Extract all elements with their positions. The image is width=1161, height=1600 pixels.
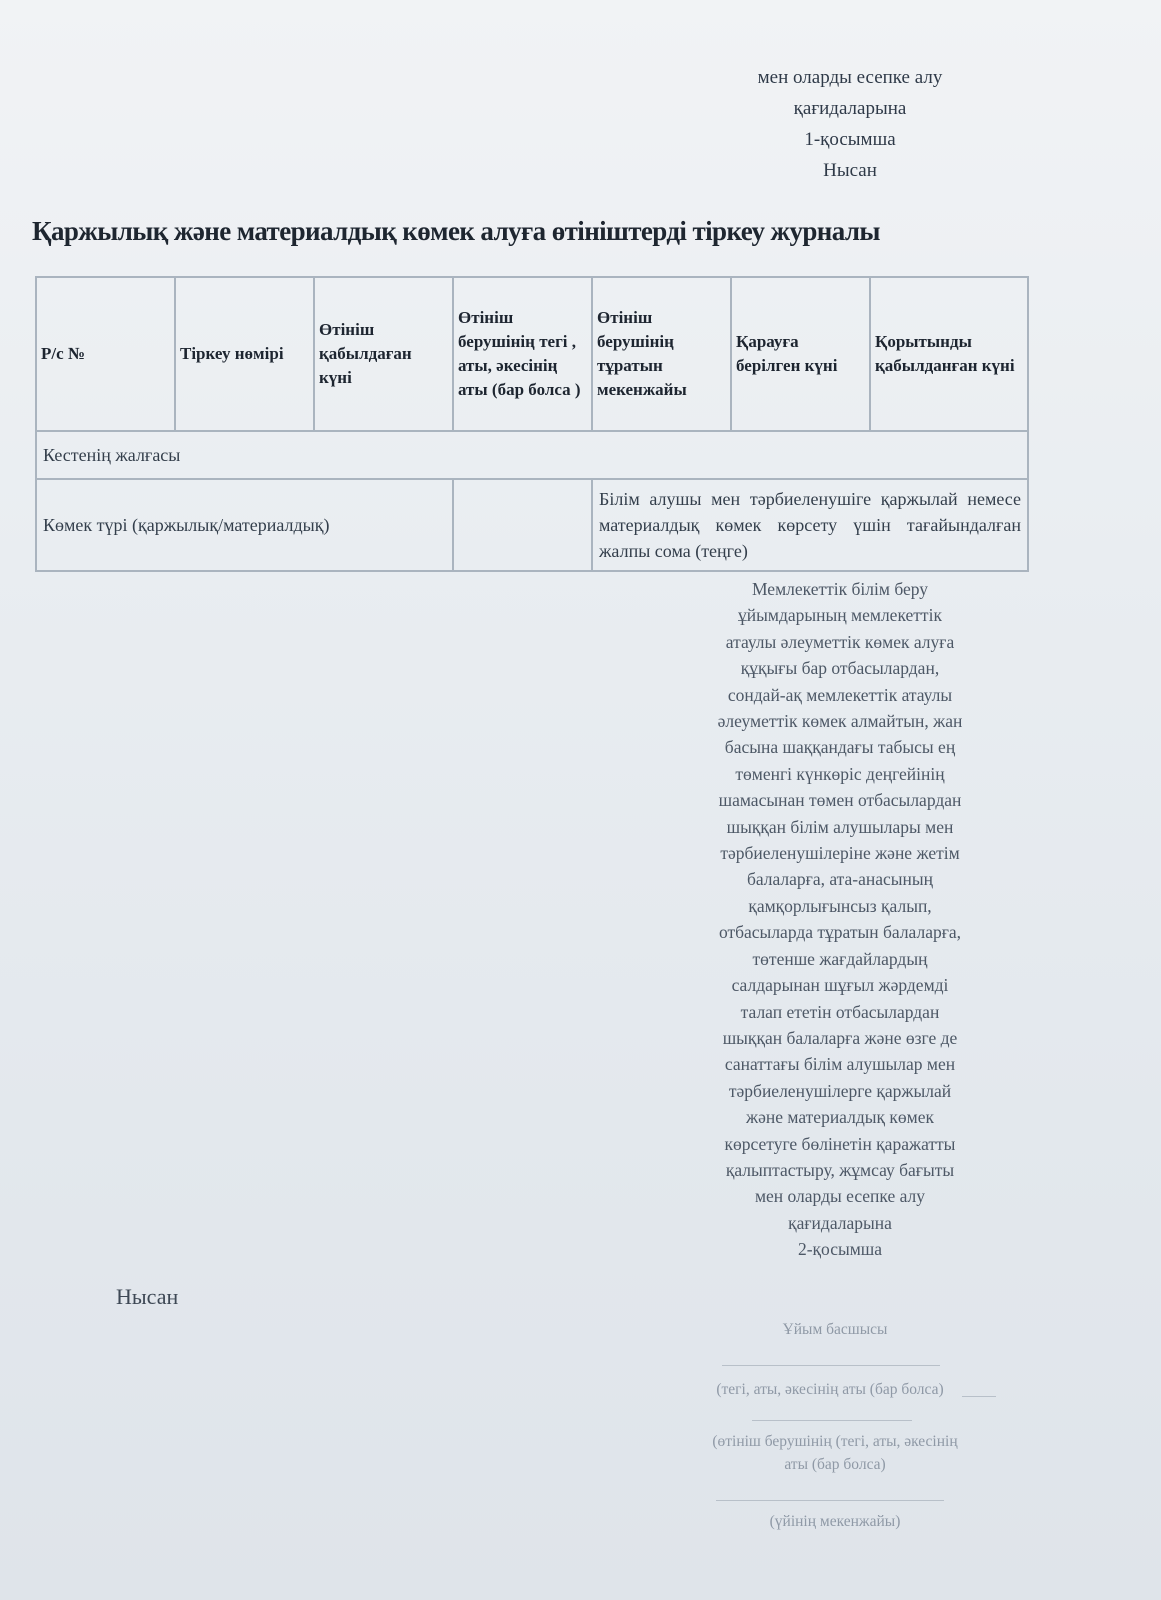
header-line: мен оларды есепке алу [757,67,943,88]
appendix2-line: төменгі күнкөріс деңгейінің [735,763,945,784]
org-head-label: Ұйым басшысы [782,1321,888,1338]
table-header-row [36,277,1028,431]
appendix2-line: талап ететін отбасылардан [740,1001,940,1022]
appendix2-line: шамасынан төмен отбасылардан [718,790,962,811]
form-label: Нысан [116,1284,179,1309]
applicant-name-hint: (өтініш берушінің (тегі, аты, әкесінің аты (бар болса) [712,1433,958,1473]
appendix2-line: қалыптастыру, жұмсау бағыты [725,1159,955,1180]
header-line: қағидаларына [793,98,907,119]
appendix2-line: қағидаларына [788,1212,892,1233]
table-continuation-row [36,431,1028,479]
appendix2-line: ұйымдарының мемлекеттік [738,605,942,626]
col-header-applicant-address: Өтініш берушінің тұратын мекенжайы [592,277,731,431]
col-header-registration-number: Тіркеу нөмірі [175,277,314,431]
appendix2-line: салдарынан шұғыл жәрдемді [731,975,949,996]
appendix2-line: шыққан балаларға және өзге де [722,1027,958,1048]
appendix2-line: шыққан білім алушылары мен [726,816,954,837]
header-line: Нысан [823,160,877,181]
head-name-hint: (тегі, аты, әкесінің аты (бар болса) [716,1381,944,1398]
help-type-value [453,479,592,571]
appendix2-line: көрсетуге бөлінетін қаражатты [724,1133,956,1154]
appendix2-line: тәрбиеленушілеріне және жетім [720,843,960,864]
signature-line [962,1396,996,1397]
table-help-row [36,479,1028,571]
appendix2-line: қамқорлығынсыз қалып, [748,895,932,916]
col-header-applicant-name: Өтініш берушінің тегі , аты, әкесінің аты (бар болса ) [453,277,592,431]
appendix2-line: балаларға, ата-анасының [746,869,934,890]
appendix2-header [680,576,1000,1263]
appendix2-line: құқығы бар отбасылардан, [740,658,940,679]
registration-table [35,276,1029,572]
appendix2-line: басына шаққандағы табысы ең [724,737,956,758]
signature-line [722,1365,940,1366]
journal-title: Қаржылық және материалдық көмек алуға өтініштерді тіркеу журналы [32,216,880,246]
address-hint: (үйінің мекенжайы) [769,1513,901,1530]
appendix2-line: 2-қосымша [797,1239,883,1260]
continuation-label: Кестенің жалғасы [36,431,1028,479]
header-line: 1-қосымша [804,129,896,150]
signature-line [716,1500,944,1501]
appendix1-header [680,62,1020,186]
appendix2-line: Мемлекеттік білім беру [751,579,929,599]
total-sum-label: Білім алушы мен тәрбиеленушіге қаржылай немесе материалдық көмек көрсету үшін тағайындалған жалпы сома (теңге) [592,479,1028,571]
help-type-label: Көмек түрі (қаржылық/материалдық) [36,479,453,571]
col-header-received-date: Өтініш қабылдаған күні [314,277,453,431]
appendix2-line: сондай-ақ мемлекеттік атаулы [727,684,953,705]
appendix2-line: және материалдық көмек [746,1107,934,1128]
appendix2-line: төтенше жағдайлардың [752,948,928,969]
col-header-decision-date: Қорытынды қабылданған күні [870,277,1028,431]
col-header-review-date: Қарауға берілген күні [731,277,870,431]
appendix2-line: отбасыларда тұратын балаларға, [718,922,962,943]
appendix2-line: әлеуметтік көмек алмайтын, жан [717,711,963,732]
signature-line [752,1420,912,1421]
appendix2-line: тәрбиеленушілерге қаржылай [728,1080,952,1101]
appendix2-line: мен оларды есепке алу [754,1186,926,1207]
col-header-number: Р/с № [36,277,175,431]
appendix2-line: санаттағы білім алушылар мен [724,1054,956,1075]
appendix2-line: атаулы әлеуметтік көмек алуға [725,631,955,652]
